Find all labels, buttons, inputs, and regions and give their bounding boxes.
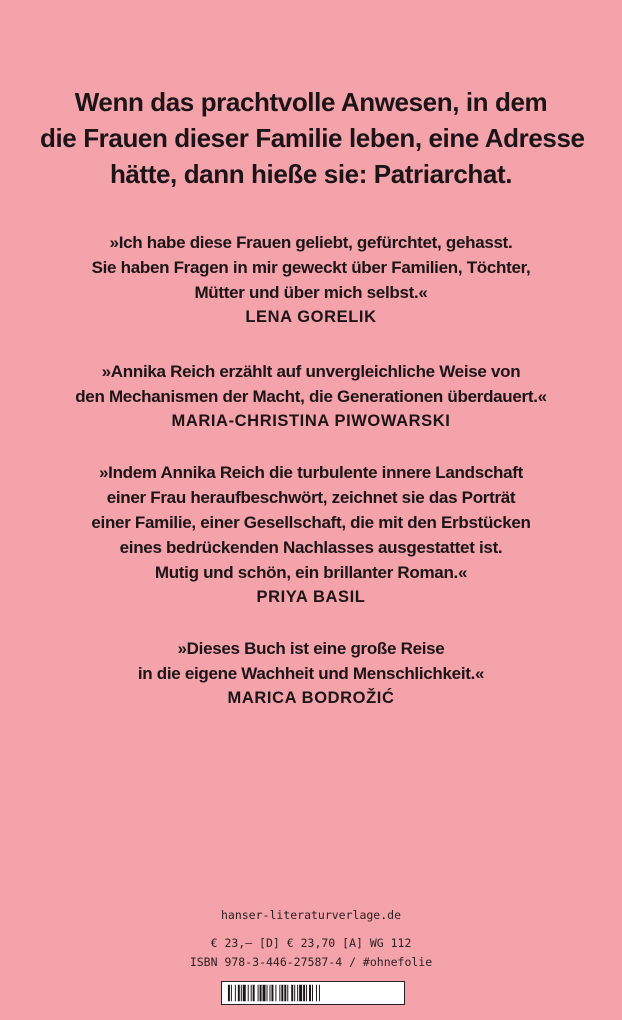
barcode-bar bbox=[248, 985, 249, 1002]
barcode-bar bbox=[316, 985, 317, 1002]
blurb-gorelik bbox=[40, 230, 582, 330]
price-text: € 23,– [D] € 23,70 [A] WG 112 bbox=[210, 936, 412, 950]
barcode-bar bbox=[235, 985, 236, 1002]
blurb-line: »Annika Reich erzählt auf unvergleichliche Weise von bbox=[101, 362, 521, 381]
blurb-piwowarski bbox=[40, 359, 582, 434]
website-text: hanser-literaturverlage.de bbox=[220, 908, 401, 922]
barcode-bar bbox=[303, 985, 305, 1002]
barcode-bar bbox=[241, 985, 242, 1002]
blurb-author: MARICA BODROŽIĆ bbox=[227, 689, 395, 707]
blurb-line: »Ich habe diese Frauen geliebt, gefürchtet, gehasst. bbox=[109, 233, 513, 252]
headline-line: Wenn das prachtvolle Anwesen, in dem bbox=[74, 87, 548, 117]
blurb-line: »Dieses Buch ist eine große Reise bbox=[177, 639, 445, 658]
barcode-bars bbox=[222, 982, 404, 1004]
blurb-author: MARIA-CHRISTINA PIWOWARSKI bbox=[171, 412, 451, 430]
price-and-isbn bbox=[100, 934, 522, 972]
barcode-bar bbox=[312, 985, 313, 1002]
blurb-author: PRIYA BASIL bbox=[256, 588, 366, 606]
blurb-line: Sie haben Fragen in mir geweckt über Familien, Töchter, bbox=[91, 258, 531, 277]
barcode-bar bbox=[284, 985, 286, 1002]
barcode-bar bbox=[306, 985, 307, 1002]
barcode-bar bbox=[238, 985, 240, 1002]
blurb-line: »Indem Annika Reich die turbulente innere Landschaft bbox=[99, 463, 523, 482]
barcode-bar bbox=[287, 985, 288, 1002]
barcode-bar bbox=[231, 985, 232, 1002]
barcode-bar bbox=[319, 985, 320, 1002]
barcode-bar bbox=[269, 985, 270, 1002]
barcode-bar bbox=[279, 985, 280, 1002]
barcode-image bbox=[221, 981, 405, 1005]
headline-line: hätte, dann hieße sie: Patriarchat. bbox=[109, 159, 513, 189]
blurb-bodrozic bbox=[40, 636, 582, 711]
blurb-line: Mütter und über mich selbst.« bbox=[194, 283, 428, 302]
barcode-bar bbox=[291, 985, 293, 1002]
headline bbox=[40, 84, 585, 192]
blurb-line: Mutig und schön, ein brillanter Roman.« bbox=[154, 563, 468, 582]
blurb-line: einer Familie, einer Gesellschaft, die mit den Erbstücken bbox=[91, 513, 531, 532]
blurb-line: in die eigene Wachheit und Menschlichkeit.« bbox=[137, 664, 485, 683]
barcode-bar bbox=[267, 985, 268, 1002]
barcode-bar bbox=[309, 985, 311, 1002]
blurb-line: einer Frau heraufbeschwört, zeichnet sie das Porträt bbox=[106, 488, 516, 507]
barcode-bar bbox=[243, 985, 246, 1002]
blurb-author: LENA GORELIK bbox=[245, 308, 377, 326]
barcode-bar bbox=[297, 985, 298, 1002]
barcode-bar bbox=[260, 985, 262, 1002]
barcode-bar bbox=[228, 985, 230, 1002]
blurb-line: eines bedrückenden Nachlasses ausgestattet ist. bbox=[119, 538, 503, 557]
barcode-bar bbox=[258, 985, 259, 1002]
barcode-bar bbox=[253, 985, 255, 1002]
barcode-bar bbox=[251, 985, 252, 1002]
blurb-line: den Mechanismen der Macht, die Generationen überdauert.« bbox=[75, 387, 547, 406]
barcode-bar bbox=[271, 985, 273, 1002]
barcode-bar bbox=[281, 985, 283, 1002]
blurb-basil bbox=[40, 460, 582, 610]
publisher-website bbox=[100, 906, 522, 925]
barcode-bar bbox=[299, 985, 302, 1002]
barcode-bar bbox=[294, 985, 295, 1002]
barcode-bar bbox=[275, 985, 276, 1002]
headline-line: die Frauen dieser Familie leben, eine Adresse bbox=[40, 123, 585, 153]
isbn-text: ISBN 978-3-446-27587-4 / #ohnefolie bbox=[189, 955, 433, 969]
barcode-bar bbox=[263, 985, 266, 1002]
